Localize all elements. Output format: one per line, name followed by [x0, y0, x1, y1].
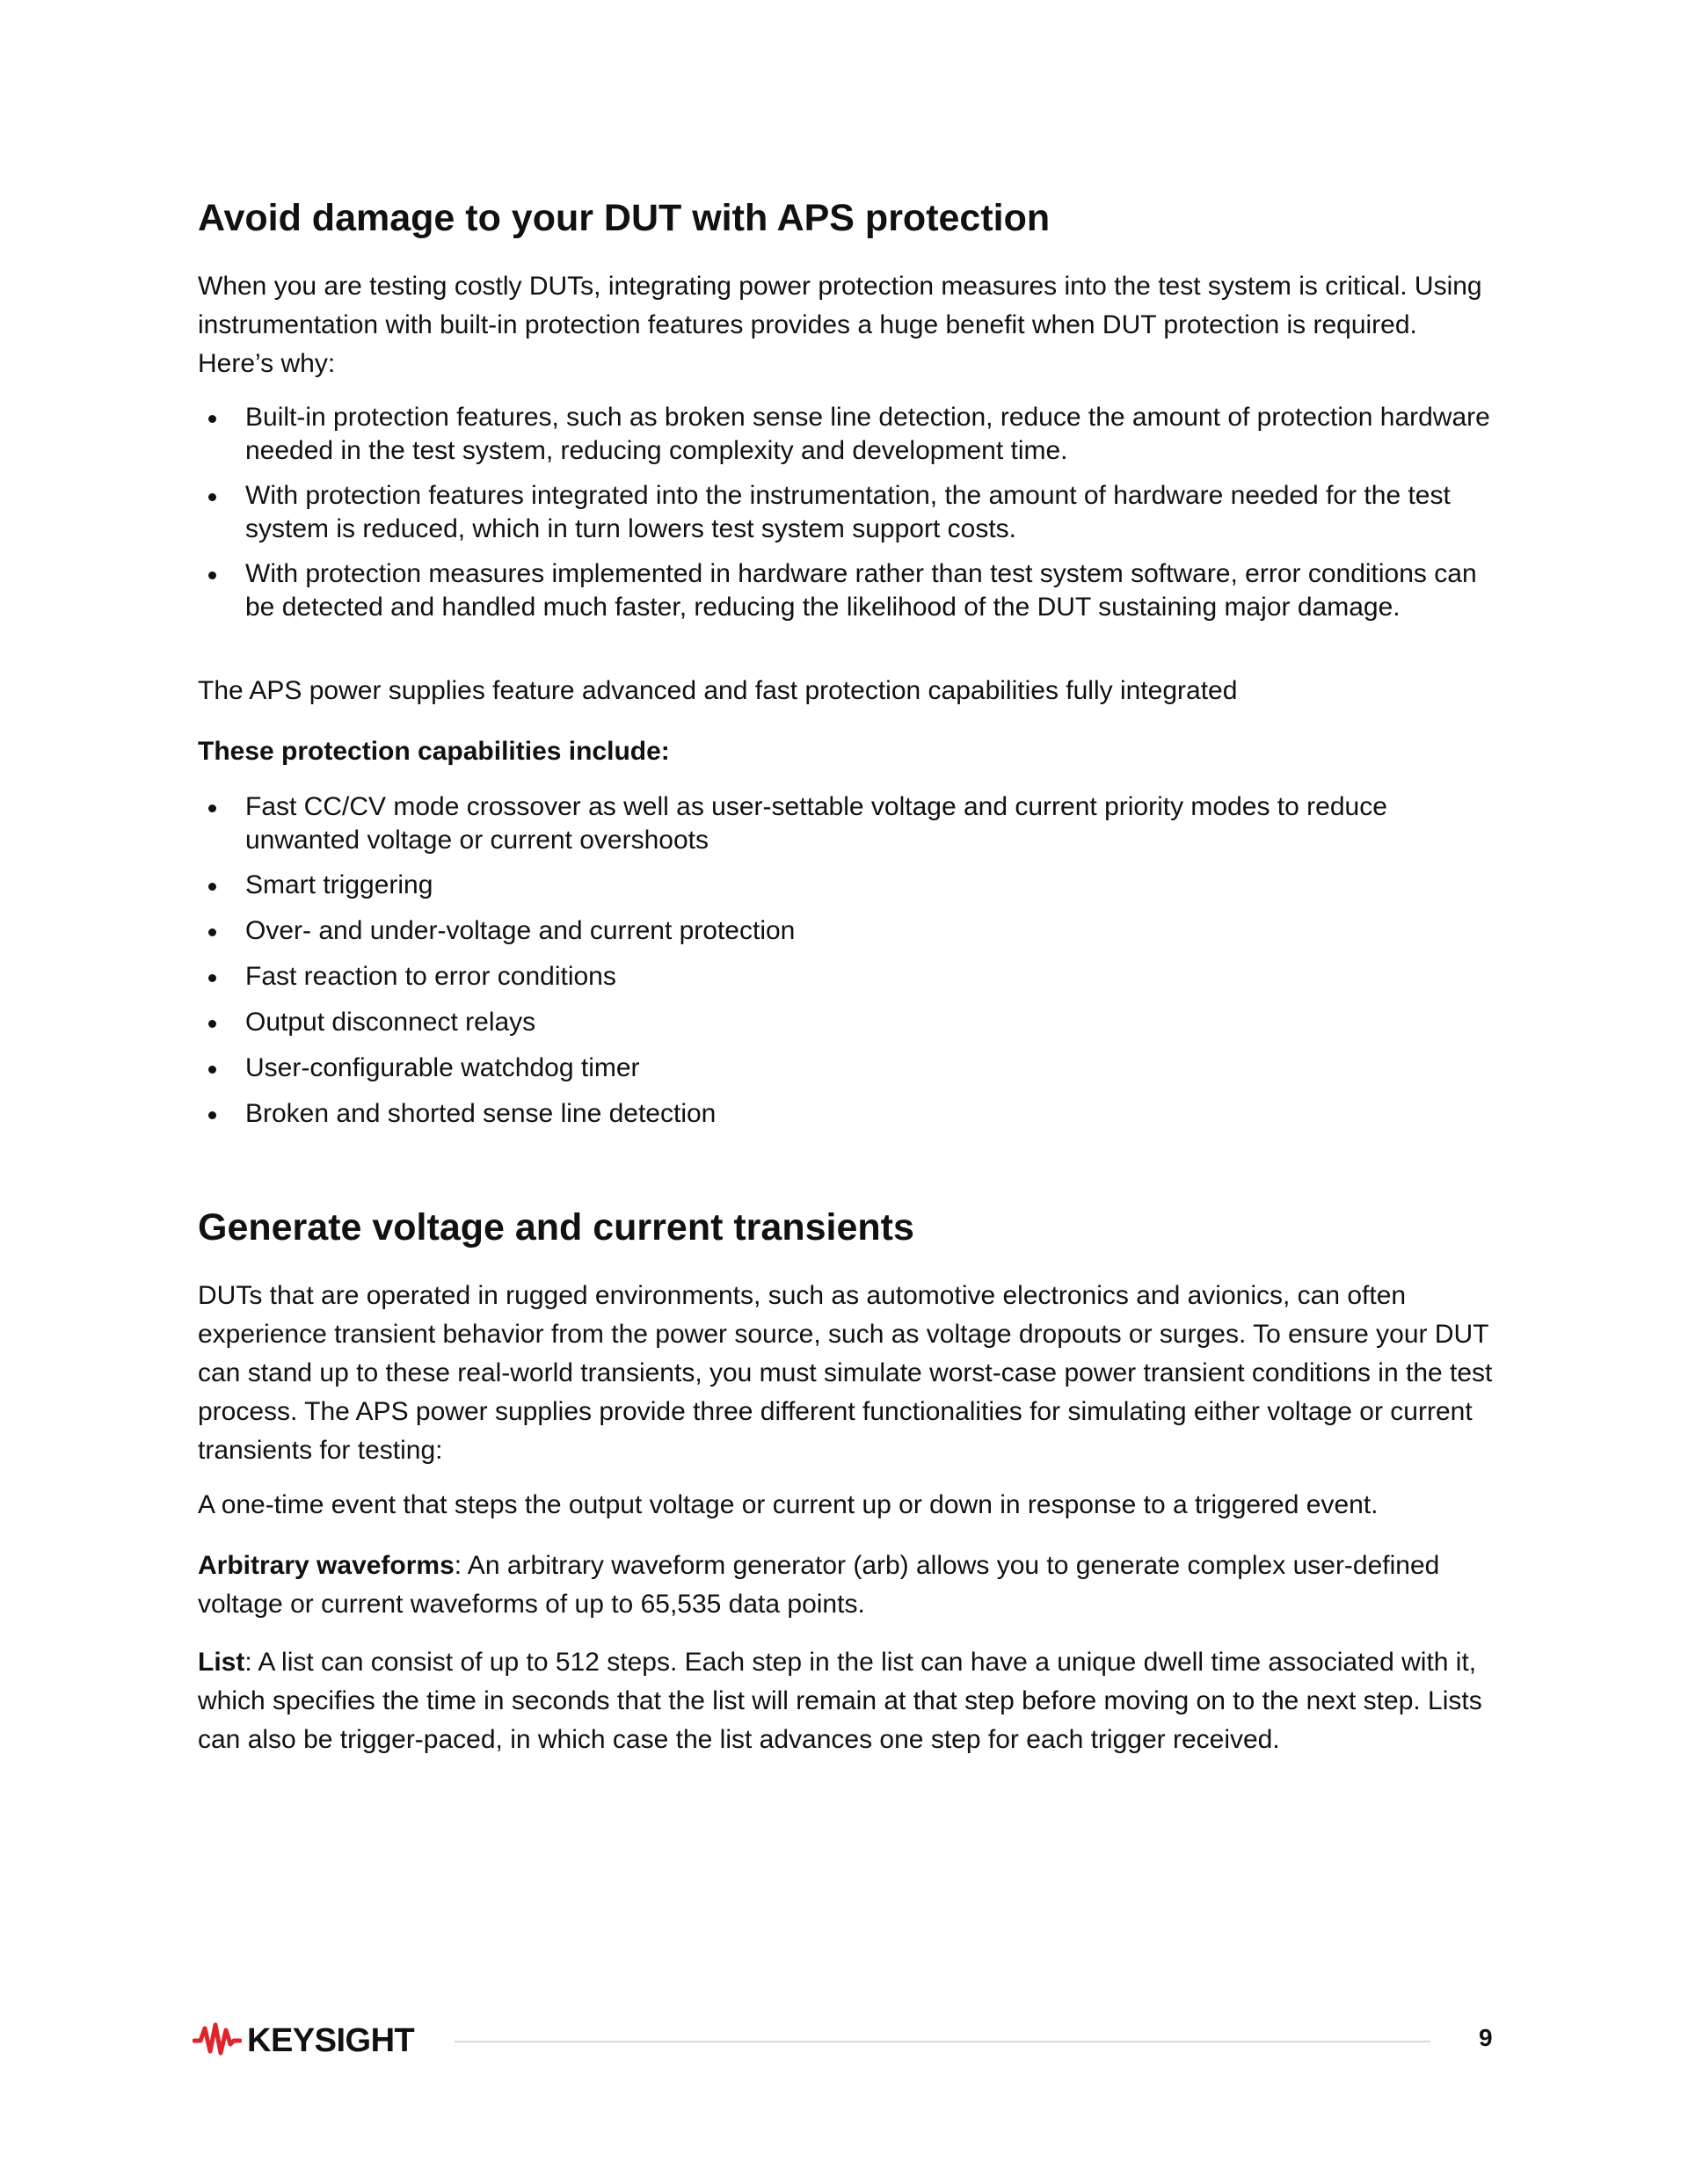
- list-item: [198, 557, 1490, 624]
- list-item-text: Fast reaction to error conditions: [245, 962, 616, 991]
- protection-reasons-list: [198, 401, 1490, 624]
- list-label: List: [198, 1648, 245, 1677]
- list-item-text: With protection measures implemented in hardware rather than test system software, error conditions can be detected and handled much faster, reducing the likelihood of the DUT sustaining major damage.: [245, 559, 1477, 622]
- section-heading-transients: Generate voltage and current transients: [198, 1206, 914, 1249]
- list-item: [198, 790, 1490, 857]
- arbitrary-waveforms-label: Arbitrary waveforms: [198, 1551, 455, 1580]
- bullet-icon: [208, 928, 216, 936]
- list-item: [198, 401, 1490, 468]
- list-item: [198, 960, 1490, 994]
- list-item-text: With protection features integrated into the instrumentation, the amount of hardware needed for the test system is reduced, which in turn lowers test system support costs.: [245, 481, 1451, 543]
- list-item-text: Over- and under-voltage and current protection: [245, 916, 796, 945]
- list-item-text: User-configurable watchdog timer: [245, 1053, 640, 1082]
- capabilities-list: [198, 790, 1490, 1131]
- bullet-icon: [208, 883, 216, 891]
- list-item-text: Built-in protection features, such as broken sense line detection, reduce the amount of protection hardware needed in the test system, reducing complexity and development time.: [245, 403, 1490, 465]
- list-item-text: Fast CC/CV mode crossover as well as user-settable voltage and current priority modes to reduce unwanted voltage or current overshoots: [245, 792, 1387, 855]
- list-item: [198, 869, 1490, 902]
- keysight-logo-text: KEYSIGHT: [247, 2021, 415, 2059]
- keysight-logo: [193, 2019, 414, 2063]
- bullet-icon: [208, 1020, 216, 1028]
- list-item: [198, 1052, 1490, 1085]
- bullet-icon: [208, 1066, 216, 1074]
- bullet-icon: [208, 493, 216, 501]
- transients-intro-paragraph: DUTs that are operated in rugged environments, such as automotive electronics and avionics, can often experience transient behavior from the power source, such as voltage dropouts or surges. To ensure your DUT can stand up to these real-world transients, you must simulate worst-case power transient conditions in the test process. The APS power supplies provide three different functionalities for simulating either voltage or current transients for testing:: [198, 1281, 1493, 1465]
- bullet-icon: [208, 804, 216, 812]
- bullet-icon: [208, 415, 216, 423]
- keysight-wave-icon: [193, 2020, 242, 2063]
- arbitrary-waveforms-paragraph: [198, 1547, 1464, 1624]
- list-item: [198, 1006, 1490, 1039]
- arbitrary-waveforms-text: : An arbitrary waveform generator (arb) allows you to generate complex user-defined voltage or current waveforms of up to 65,535 data points.: [198, 1551, 1440, 1619]
- list-paragraph: [198, 1643, 1490, 1759]
- list-item: [198, 914, 1490, 948]
- bullet-icon: [208, 1111, 216, 1119]
- bullet-icon: [208, 571, 216, 579]
- list-item: [198, 1097, 1490, 1131]
- list-item: [198, 479, 1490, 546]
- bullet-icon: [208, 974, 216, 982]
- list-text: : A list can consist of up to 512 steps. Each step in the list can have a unique dwell time associated with it, which specifies the time in seconds that the list will remain at that step before moving on to the next step. Lists can also be trigger-paced, in which case the list advances one step for each trigger received.: [198, 1648, 1482, 1754]
- aps-summary-paragraph: The APS power supplies feature advanced and fast protection capabilities fully integrated: [198, 676, 1238, 705]
- list-item-text: Broken and shorted sense line detection: [245, 1099, 717, 1128]
- step-description-paragraph: A one-time event that steps the output voltage or current up or down in response to a triggered event.: [198, 1490, 1379, 1519]
- list-item-text: Output disconnect relays: [245, 1008, 536, 1037]
- list-item-text: Smart triggering: [245, 870, 433, 899]
- page-footer: [0, 2019, 1688, 2063]
- page-number: 9: [1479, 2024, 1493, 2051]
- capabilities-heading: These protection capabilities include:: [198, 737, 670, 766]
- footer-divider: [455, 2041, 1430, 2042]
- protection-intro-paragraph: When you are testing costly DUTs, integrating power protection measures into the test system is critical. Using instrumentation with built-in protection features provides a huge benefit when DUT protection is required. Here’s why:: [198, 272, 1482, 378]
- section-heading-aps-protection: Avoid damage to your DUT with APS protection: [198, 197, 1051, 239]
